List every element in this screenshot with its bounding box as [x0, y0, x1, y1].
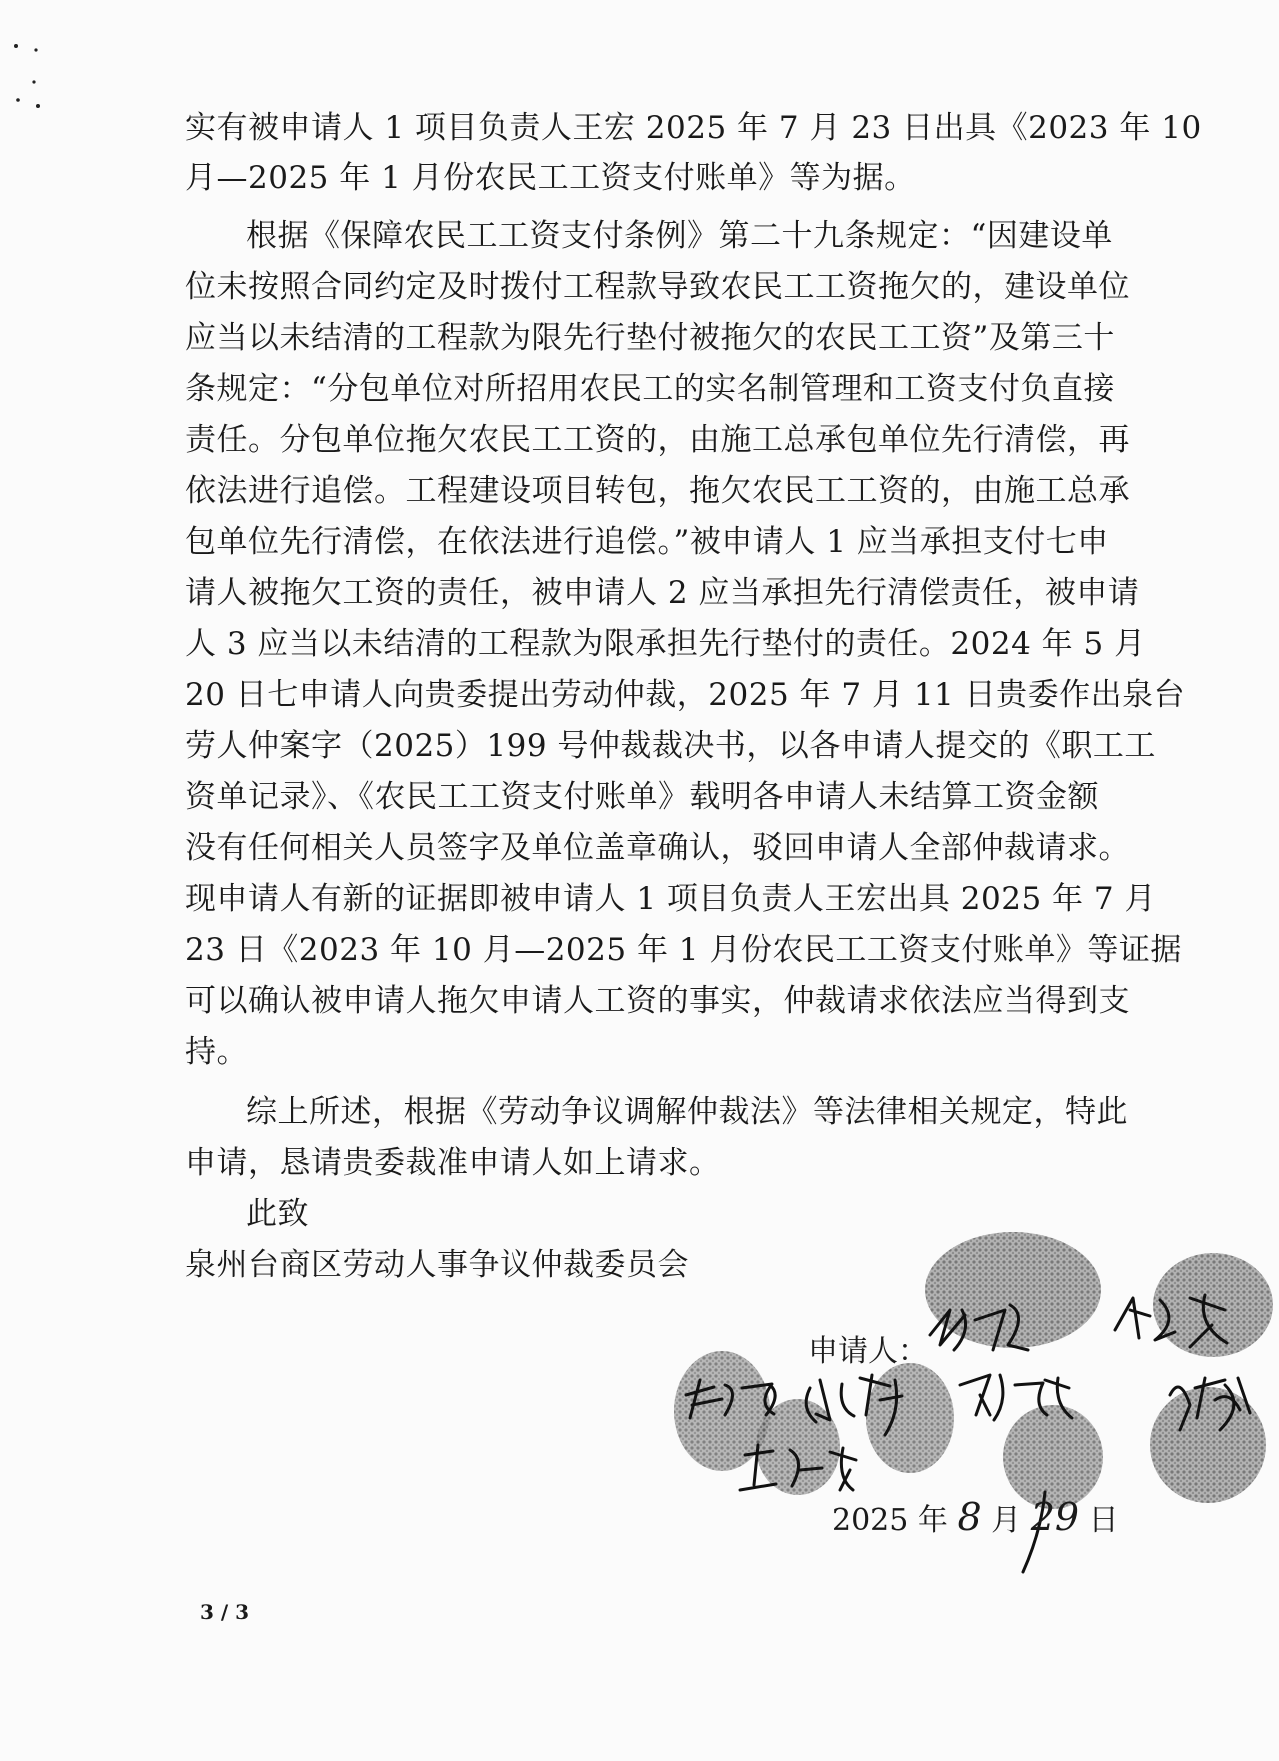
body-line-20: 综上所述，根据《劳动争议调解仲裁法》等法律相关规定，特此 [246, 1094, 1128, 1130]
body-line-16: 现申请人有新的证据即被申请人 1 项目负责人王宏出具 2025 年 7 月 [185, 881, 1156, 917]
body-line-10: 请人被拖欠工资的责任，被申请人 2 应当承担先行清偿责任，被申请 [185, 575, 1140, 611]
date-year: 2025 年 [832, 1503, 948, 1538]
date-day-unit: 日 [1088, 1503, 1119, 1538]
body-line-4: 位未按照合同约定及时拨付工程款导致农民工工资拖欠的，建设单位 [185, 269, 1130, 305]
body-line-11: 人 3 应当以未结清的工程款为限承担先行垫付的责任。2024 年 5 月 [185, 626, 1146, 662]
body-line-9: 包单位先行清偿，在依法进行追偿。”被申请人 1 应当承担支付七申 [185, 524, 1109, 560]
body-line-3: 根据《保障农民工工资支付条例》第二十九条规定：“因建设单 [246, 218, 1113, 254]
body-line-15: 没有任何相关人员签字及单位盖章确认，驳回申请人全部仲裁请求。 [185, 830, 1130, 866]
page-number: 3 / 3 [200, 1600, 250, 1624]
body-line-2: 月—2025 年 1 月份农民工工资支付账单》等为据。 [185, 160, 916, 196]
body-line-6: 条规定：“分包单位对所招用农民工的实名制管理和工资支付负直接 [185, 371, 1115, 407]
body-line-1: 实有被申请人 1 项目负责人王宏 2025 年 7 月 23 日出具《2023 年 10 [185, 110, 1202, 146]
date-day-handwritten: 29 [1030, 1495, 1080, 1539]
body-line-17: 23 日《2023 年 10 月—2025 年 1 月份农民工工资支付账单》等证据 [185, 932, 1182, 968]
date-month-handwritten: 8 [957, 1495, 982, 1539]
applicant-label: 申请人： [808, 1334, 928, 1369]
closing-salutation: 此致 [246, 1196, 309, 1232]
body-line-19: 持。 [185, 1034, 248, 1070]
body-line-8: 依法进行追偿。工程建设项目转包，拖欠农民工工资的，由施工总承 [185, 473, 1130, 509]
body-line-18: 可以确认被申请人拖欠申请人工资的事实，仲裁请求依法应当得到支 [185, 983, 1130, 1019]
body-line-14: 资单记录》、《农民工工资支付账单》载明各申请人未结算工资金额 [185, 779, 1099, 815]
body-line-13: 劳人仲案字（2025）199 号仲裁裁决书，以各申请人提交的《职工工 [185, 728, 1156, 764]
body-line-21: 申请，恳请贵委裁准申请人如上请求。 [185, 1145, 721, 1181]
body-line-12: 20 日七申请人向贵委提出劳动仲裁，2025 年 7 月 11 日贵委作出泉台 [185, 677, 1186, 713]
date-month-unit: 月 [991, 1503, 1022, 1538]
recipient-committee: 泉州台商区劳动人事争议仲裁委员会 [185, 1247, 689, 1283]
signing-date [832, 1495, 1119, 1543]
body-line-7: 责任。分包单位拖欠农民工工资的，由施工总承包单位先行清偿，再 [185, 422, 1130, 458]
body-line-5: 应当以未结清的工程款为限先行垫付被拖欠的农民工工资”及第三十 [185, 320, 1115, 356]
